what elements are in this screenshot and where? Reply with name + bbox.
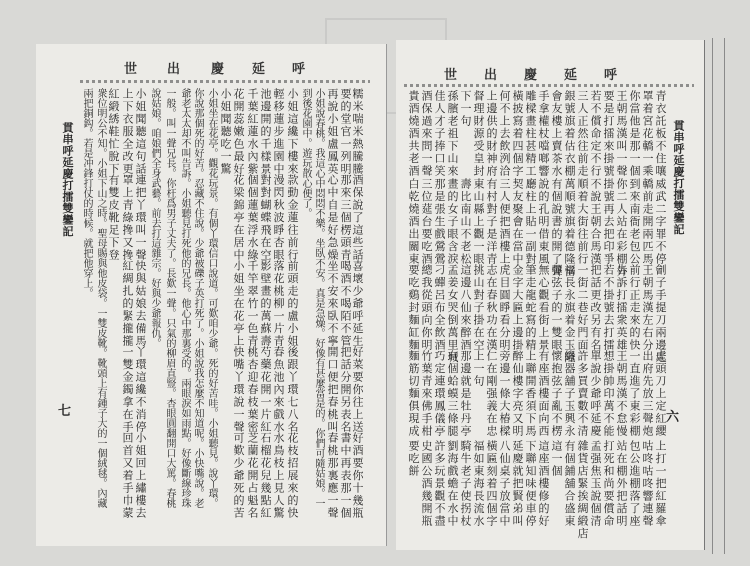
verse-line: 佳人才子捧口笑 <box>433 90 446 178</box>
verse-line: 上一句 <box>472 350 485 388</box>
verse-line: 契友聚會在當中 <box>511 178 524 266</box>
verse-line: 落花桃柳一片青 <box>272 260 285 348</box>
verse-line: 若不掛號去打擂 <box>602 264 615 352</box>
verse-line: 福如東海長流水 <box>472 440 485 528</box>
page-edge-line <box>724 38 725 554</box>
verse-line: 有座酒樓面向西 <box>537 350 550 438</box>
verse-line: 轎前走開兩匹馬 <box>641 178 654 266</box>
verse-line: 紅緞綉鞋忙脫下 <box>107 88 120 176</box>
verse-line: 把話分開另表名 <box>339 346 352 434</box>
verse-line: 這邊八仙來醉酒 <box>459 264 472 352</box>
verse-line: 好酒要你十幾瓶 <box>351 432 364 520</box>
verse-line: 出府先放三聲炮 <box>641 350 654 438</box>
verse-line: 一街二巷好門面 <box>576 264 589 352</box>
verse-line: 不說王朝合馬漢 <box>589 178 602 266</box>
prose-line: 一般。叫一聲兄長。你枉爲男子丈夫了。長歎一聲。只氣的柳眉直豎。杏眼圓翻開口大罵。春桃 <box>164 88 175 508</box>
verse-line: 八仙桌子放當中 <box>498 440 511 528</box>
verse-line: 芝蘭花開占魁名 <box>246 432 259 520</box>
verse-line: 前行正走來的快 <box>628 264 641 352</box>
verse-line: 小姐回上繡樓去 <box>134 432 147 520</box>
verse-line: 罩上青綠搀又搀 <box>121 174 134 262</box>
verse-line: 千葉紅蓮水內紫 <box>246 88 259 176</box>
header-char: 出 <box>484 68 498 83</box>
verse-line: 糯米喘米熱騰騰 <box>351 88 364 176</box>
verse-line: 喝酒不喝陌不管 <box>339 260 352 348</box>
verse-line: 這座酒樓修的好 <box>537 440 550 528</box>
verse-line: 懷抱弦子亂不楞 <box>550 350 563 438</box>
verse-line: 春桃那裏應一聲 <box>326 432 339 520</box>
verse-line: 花枝招展來的快 <box>286 432 299 520</box>
verse-line: 好菜要你往上送 <box>351 346 364 434</box>
verse-line: 打死和尚要償命 <box>602 440 615 528</box>
verse-line: 許多買賣數不清 <box>576 350 589 438</box>
verse-line: 花開蕊嫩色最好 <box>232 88 245 176</box>
header-char: 出 <box>167 62 181 77</box>
header-rule <box>80 80 370 83</box>
verse-line: 上邊供的財神府 <box>485 90 498 178</box>
verse-line: 彈弦子的一雙眼 <box>550 264 563 352</box>
verse-line: 廳柱上貼一副對 <box>524 178 537 266</box>
verse-line: 掛號再去把印爭 <box>602 178 615 266</box>
verse-line: 孟姜女哭倒萬里城 <box>446 264 459 364</box>
verse-line: 許多玩景觀不盡 <box>433 440 446 528</box>
verse-line: 石榴花兒幾點紅 <box>259 432 272 520</box>
verse-line: 酒保過來問一聲 <box>420 90 433 178</box>
verse-line: 有村對子是洋青 <box>485 178 498 266</box>
verse-line: 小姐聞聽這句話 <box>134 88 147 176</box>
verse-line: 要的堂官一列明 <box>339 88 352 176</box>
verse-line: 小姐聞聽吃一驚 <box>219 88 232 176</box>
verse-line: 說的孔明借東風 <box>537 178 550 266</box>
verse-line: 影壁畫的萬蘇壽 <box>259 260 272 348</box>
verse-line: 雜貨店緊挨綢緞店 <box>576 440 589 540</box>
verse-line: 何不上去飲洌洽 <box>498 90 511 178</box>
verse-line: 萬順號旗着德隆當 <box>563 178 576 278</box>
verse-line: 丫環這纔不消停 <box>134 346 147 434</box>
verse-line: 若不償命定不行 <box>589 90 602 178</box>
prose-line: 衆位明公不知。小姐下山之時。聖母賜與他皮袋。一雙皮靴。靴頭上有鍾子大的一個絨毬。內藏 <box>95 88 106 508</box>
book-title: 貫串呼延慶打擂雙鑾記 <box>672 120 685 235</box>
verse-line: 挑山對子掛在空 <box>472 264 485 352</box>
verse-line: 有個鋪舖合盛東 <box>563 440 576 528</box>
verse-line: 那是張生戲鶯鶯 <box>433 178 446 266</box>
verse-line: 包公進棚落了座 <box>628 440 641 528</box>
verse-line: 金字大匾上邊掛 <box>511 264 524 352</box>
prose-line: 小姐說春桃。我這心中悶悶不樂。坐臥不安。真是急燥。好像有甚麼當是的。你們可隨姑娘。一 <box>313 88 324 508</box>
verse-line: 三人便把酒樓上 <box>498 178 511 266</box>
verse-line: 回首又着手巾蒙 <box>121 432 134 520</box>
verse-line: 小姐這纔下樓來 <box>286 88 299 176</box>
verse-line: 巧定連環鳳儀亭 <box>433 350 446 438</box>
verse-line: 紅綢扎的緊攏攏 <box>121 260 134 348</box>
verse-line: 上打一把紅羅傘 <box>654 440 667 528</box>
prose-line: 兩把銅鈎。若是冲鋒打仗的時候。就把他穿上。 <box>81 88 92 298</box>
verse-line: 王朝馬漢左右分 <box>641 264 654 352</box>
verse-line: 橫匾刻着四個字 <box>485 440 498 528</box>
verse-line: 款動金蓮往前行 <box>286 174 299 262</box>
verse-line: 上下衣服全改更 <box>121 88 134 176</box>
verse-line: 坐不安來臥不寧 <box>326 260 339 348</box>
header-char: 世 <box>444 68 458 83</box>
verse-line: 池邊開的千樣景 <box>259 88 272 176</box>
header-char: 延 <box>252 62 266 77</box>
verse-line: 可歎少爺死的苦 <box>232 432 245 520</box>
verse-line: 旁邊一條大椿樑 <box>498 350 511 438</box>
verse-line: 手拿權杖噹啷響 <box>537 90 550 178</box>
verse-line: 漫閃秋波睜杏眼 <box>272 174 285 262</box>
verse-line: 千竿翠竹一色青 <box>246 260 259 348</box>
verse-line: 無心觀看街上景 <box>537 264 550 352</box>
verse-line: 輕移蓮步進園中 <box>272 88 285 176</box>
verse-line: 快嘴丫環說一聲 <box>232 346 245 434</box>
verse-line: 三位莚台要吃酒 <box>420 178 433 266</box>
prose-line: 你說那個死的好苦。忍藏不住說。少爺被礫子英打死了。小姐說我怎麼不知道呢。小快嘴說。老 <box>192 88 203 508</box>
verse-line: 總我從頭向你明 <box>420 264 433 352</box>
verse-line: 再說小姐盧鳳英 <box>326 88 339 176</box>
verse-line: 酒保說了這些話 <box>351 174 364 262</box>
verse-line: 會友樓上賣茶水 <box>550 90 563 178</box>
verse-line: 要吃鷄封麵缸麵 <box>407 264 420 352</box>
verse-line: 快與姑娘去備馬 <box>134 260 147 348</box>
verse-line: 有雙皮靴足下登 <box>107 174 120 262</box>
verse-line: 前頭走的盧小姐 <box>286 260 299 348</box>
header-char: 呼 <box>292 62 306 77</box>
verse-line: 花梁錦亭在居中 <box>232 174 245 262</box>
verse-line: 你當他是那一個 <box>628 90 641 178</box>
verse-line: 橫披寫着四個字 <box>511 90 524 178</box>
verse-line: 雕樑畫柱甚精工 <box>524 90 537 178</box>
verse-line: 咕咚咕咚響連聲 <box>641 440 654 528</box>
verse-line: 喜壞少爺呼延生 <box>351 260 364 348</box>
header-char: 慶 <box>211 62 225 77</box>
verse-line: 貴酒燒酒共老酒 <box>407 90 420 178</box>
verse-line: 虎目圓睜看分明 <box>498 264 511 352</box>
verse-line: 把話更改另有名 <box>589 264 602 352</box>
header-char: 延 <box>564 68 578 83</box>
verse-line: 順着大街往前行 <box>576 178 589 266</box>
verse-line: 開口便把春桃叫 <box>326 346 339 434</box>
verse-line: 想掛帥印萬不能 <box>602 350 615 438</box>
verse-line: 芍藥花開一片紅 <box>259 346 272 434</box>
prose-line: 爺老太太却不叫告訴。小姐聽見打死他的兄長。他心中那裏受的。兩眼淚如雨點。好像斷線珍珠 <box>179 88 190 508</box>
verse-line: 站在棚外把話明 <box>615 440 628 528</box>
verse-line: 督理財源受皇封 <box>472 90 485 178</box>
verse-line: 要是打擂來掛號 <box>602 90 615 178</box>
verse-line: 一雙金鐲拿在手 <box>121 346 134 434</box>
page-edge-line <box>712 38 713 554</box>
verse-line: 志在春秋功在漢 <box>485 264 498 352</box>
verse-line: 那邊就是牡丹亭 <box>459 350 472 438</box>
verse-line: 東山縣上觀一眼 <box>472 178 485 266</box>
page-number: 七 <box>58 404 72 419</box>
verse-line: 有個說書的開了聲 <box>550 178 563 278</box>
prose-line: 到後花園中。遊玩散心便了。 <box>300 88 311 218</box>
verse-line: 後跟丫環七八名 <box>286 346 299 434</box>
verse-line: 劉海戲蟾在水中 <box>446 440 459 528</box>
header-char: 呼 <box>604 68 618 83</box>
verse-line: 威武二字罪不停 <box>654 178 667 266</box>
verse-line: 銀號旗着估衣棚 <box>563 90 576 178</box>
verse-line: 下一句 <box>459 90 472 128</box>
verse-line: 醉仙樓字亮又明 <box>511 350 524 438</box>
verse-line: 壽比南山不老松 <box>459 178 472 266</box>
verse-line: 水鳥枝上見人驚 <box>272 432 285 520</box>
verse-line: 孟强焦玉說個清 <box>589 440 602 528</box>
header-char: 世 <box>124 62 138 77</box>
verse-line: 書中再表那一個 <box>339 432 352 520</box>
verse-line: 孫臏老祖下山來 <box>446 90 459 178</box>
verse-line: 春魚池內來戲水 <box>272 346 285 434</box>
verse-line: 仁在剛强義在忠 <box>485 350 498 438</box>
verse-line: 虎頭刀上定紅纓 <box>654 350 667 438</box>
verse-line: 劊子手提刀兩邊走 <box>654 264 667 364</box>
prose-line: 說姑娘。咱娘們全身武藝。前去打這雜宗。好與少爺報仇。 <box>149 88 160 348</box>
verse-line: 你二人站在彩棚外 <box>615 178 628 278</box>
verse-line: 刁蟬呂布全飲酒 <box>433 264 446 352</box>
verse-line: 一直進了東彩棚 <box>628 350 641 438</box>
verse-line: 單說少爺呼延慶 <box>589 350 602 438</box>
verse-line: 到來南衙老包公 <box>628 178 641 266</box>
verse-line: 桃杏迎春枝葉密 <box>246 346 259 434</box>
verse-line: 小姐坐在花亭上 <box>232 260 245 348</box>
verse-line: 福長永旗着金玉隆 <box>563 264 576 364</box>
verse-line: 那來三個楞頭青 <box>339 174 352 262</box>
verse-line: 麵筋切麵俱現成 <box>407 350 420 438</box>
verse-line: 這一個 <box>550 440 563 478</box>
verse-line: 延慶就把賢弟叫 <box>511 440 524 528</box>
verse-line: 有個蛤蟆三條腿 <box>446 350 459 438</box>
verse-line: 三人正然往前走 <box>576 90 589 178</box>
book-title: 貫串呼延慶打擂雙鑾記 <box>61 122 74 237</box>
verse-line: 白乾燒酒出關東 <box>407 178 420 266</box>
verse-line: 上聯開香須下馬 <box>524 350 537 438</box>
verse-line: 畫的女子眼含淚 <box>446 178 459 266</box>
verse-line: 王朝馬漢叫一聲 <box>615 90 628 178</box>
header-char: 慶 <box>524 68 538 83</box>
verse-line: 緞器舖子玉興永 <box>563 350 576 438</box>
verse-line: 竹葉青來佛手柑 <box>420 350 433 438</box>
page-number: 六 <box>666 410 680 425</box>
verse-line: 告訴打擂衆英雄 <box>615 264 628 352</box>
verse-line: 罩着宮花轎一乘 <box>641 90 654 178</box>
verse-line: 連把丫環叫一聲 <box>134 174 147 262</box>
verse-line: 心中自是好急燥 <box>326 174 339 262</box>
header-rule <box>404 84 694 87</box>
prose-line: 小姐坐在花亭。觀花玩景。有個丫環信口說道。可歎咱少爺。死的好苦哇。小姐聽見。說丫環。 <box>206 88 217 508</box>
verse-line: 下聯知味便車停 <box>524 440 537 528</box>
verse-line: 史國公酒幾開瓶 <box>420 440 433 528</box>
verse-line: 王朝馬漢不怠慢 <box>615 350 628 438</box>
verse-line: 筆走龍蛇寫的精 <box>524 264 537 352</box>
verse-line: 個個蓮葉浮水綠 <box>246 174 259 262</box>
verse-line: 要吃餅 <box>407 440 420 478</box>
verse-line: 青衣託板不住嚷 <box>654 90 667 178</box>
verse-line: 對對蝴蝶飛在空 <box>259 174 272 262</box>
verse-line: 騎牛老子使拐杖 <box>459 440 472 528</box>
